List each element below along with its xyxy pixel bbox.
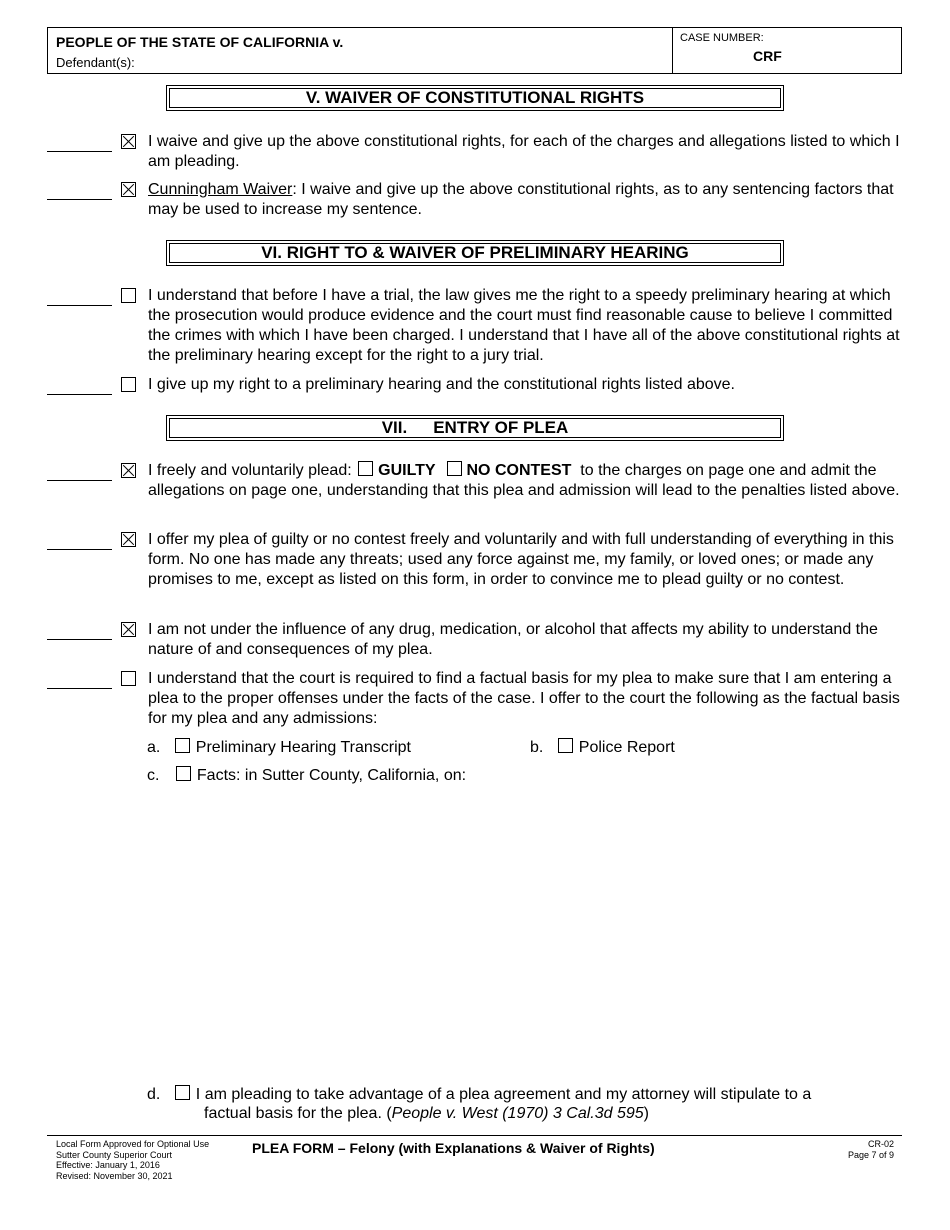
footer-form-title: PLEA FORM – Felony (with Explanations & Waiver of Rights) <box>252 1140 655 1156</box>
footer-left <box>56 1139 209 1181</box>
initials-line-vi1[interactable] <box>47 305 112 306</box>
option-c-letter: c. <box>147 767 160 784</box>
option-d-line1: I am pleading to take advantage of a plea agreement and my attorney will stipulate to a <box>195 1086 812 1103</box>
section-v-title-box <box>166 85 784 111</box>
text-vi2: I give up my right to a preliminary hearing and the constitutional rights listed above. <box>148 376 735 393</box>
option-a-checkbox[interactable] <box>175 738 190 753</box>
option-d-line2: factual basis for the plea. ( <box>204 1105 392 1122</box>
initials-line-v2[interactable] <box>47 199 112 200</box>
cunningham-waiver-label: Cunningham Waiver <box>148 181 293 198</box>
option-b-label: Police Report <box>578 739 675 756</box>
checkbox-vii4[interactable] <box>121 671 136 686</box>
footer-approval: Local Form Approved for Optional Use <box>56 1139 210 1149</box>
text-v1: I waive and give up the above constitutional rights, for each of the charges and allegations listed to which I am pleading. <box>148 133 900 170</box>
option-d-letter: d. <box>147 1086 161 1103</box>
checkbox-vii3[interactable] <box>121 622 136 637</box>
footer-page-number: Page 7 of 9 <box>847 1149 894 1160</box>
checkbox-vii2[interactable] <box>121 532 136 547</box>
initials-line-vii3[interactable] <box>47 639 112 640</box>
plea-intro: I freely and voluntarily plead: <box>148 462 357 479</box>
section-vii-text: ENTRY OF PLEA <box>433 418 569 437</box>
footer-effective: Effective: January 1, 2016 <box>56 1160 160 1170</box>
section-v-title: V. WAIVER OF CONSTITUTIONAL RIGHTS <box>169 88 781 108</box>
section-vii-title <box>169 418 781 438</box>
option-d-checkbox[interactable] <box>175 1085 190 1100</box>
option-c-label: Facts: in Sutter County, California, on: <box>196 767 467 784</box>
footer-court: Sutter County Superior Court <box>56 1149 173 1160</box>
option-c-checkbox[interactable] <box>176 766 191 781</box>
footer-rule <box>47 1135 902 1136</box>
text-vi1: I understand that before I have a trial, the law gives me the right to a speedy preliminary hearing at which the prosecution would produce evidence and the court must find reasonable cause to believe I committed the crimes with which I have been charged. I understand that I have all of the above constitutional rights at the preliminary hearing except for the right to a jury trial. <box>148 287 900 364</box>
initials-line-vi2[interactable] <box>47 394 112 395</box>
option-c <box>147 766 466 786</box>
checkbox-v2[interactable] <box>121 182 136 197</box>
checkbox-vii1[interactable] <box>121 463 136 478</box>
initials-line-vii2[interactable] <box>47 549 112 550</box>
case-number-value[interactable]: CRF <box>753 48 782 64</box>
section-vii-number: VII. <box>381 418 408 437</box>
section-vii-title-box <box>166 415 784 441</box>
no-contest-label: NO CONTEST <box>466 462 572 479</box>
no-contest-checkbox[interactable] <box>447 461 462 476</box>
cunningham-waiver-text: : I waive and give up the above constitutional rights, as to any sentencing factors that may be used to increase my sentence. <box>148 181 894 218</box>
case-header <box>47 27 902 74</box>
footer-form-id: CR-02 <box>867 1139 894 1149</box>
section-vi-title: VI. RIGHT TO & WAIVER OF PRELIMINARY HEARING <box>169 243 781 263</box>
initials-line-vii1[interactable] <box>47 480 112 481</box>
option-d-close: ) <box>643 1105 649 1122</box>
text-v2 <box>148 180 900 220</box>
text-vii2: I offer my plea of guilty or no contest freely and voluntarily and with full understanding of everything in this form. No one has made any threats; used any force against me, my family, or loved ones; or made any promises to me, except as listed on this form, in order to convince me to plead guilty or no contest. <box>148 531 894 588</box>
text-vii1 <box>148 461 900 501</box>
text-vii4: I understand that the court is required to find a factual basis for my plea to make sure that I am entering a plea to the proper offenses under the facts of the case. I offer to the court the following as the factual basis for my plea and any admissions: <box>148 670 900 727</box>
option-a-label: Preliminary Hearing Transcript <box>195 739 411 756</box>
header-divider <box>672 28 673 74</box>
option-a <box>147 738 411 758</box>
checkbox-vi1[interactable] <box>121 288 136 303</box>
option-d-second-line <box>204 1104 649 1124</box>
section-vi-title-box <box>166 240 784 266</box>
text-vii3: I am not under the influence of any drug, medication, or alcohol that affects my ability to understand the nature of and consequences of my plea. <box>148 621 878 658</box>
initials-line-vii4[interactable] <box>47 688 112 689</box>
initials-line-v1[interactable] <box>47 151 112 152</box>
defendant-label: Defendant(s): <box>56 55 135 70</box>
checkbox-vi2[interactable] <box>121 377 136 392</box>
option-b-checkbox[interactable] <box>558 738 573 753</box>
checkbox-v1[interactable] <box>121 134 136 149</box>
guilty-checkbox[interactable] <box>358 461 373 476</box>
case-number-label: CASE NUMBER: <box>680 32 764 44</box>
option-a-letter: a. <box>147 739 161 756</box>
footer-right <box>848 1139 894 1160</box>
plea-rest: to the charges on page one and admit the allegations on page one, understanding that this plea and admission will lead to the penalties listed above. <box>148 462 900 499</box>
people-caption: PEOPLE OF THE STATE OF CALIFORNIA v. <box>56 34 344 50</box>
guilty-label: GUILTY <box>378 462 436 479</box>
option-d <box>147 1085 887 1105</box>
footer-revised: Revised: November 30, 2021 <box>56 1170 173 1181</box>
option-d-citation: People v. West (1970) 3 Cal.3d 595 <box>391 1105 644 1122</box>
option-b <box>530 738 675 758</box>
option-b-letter: b. <box>530 739 544 756</box>
